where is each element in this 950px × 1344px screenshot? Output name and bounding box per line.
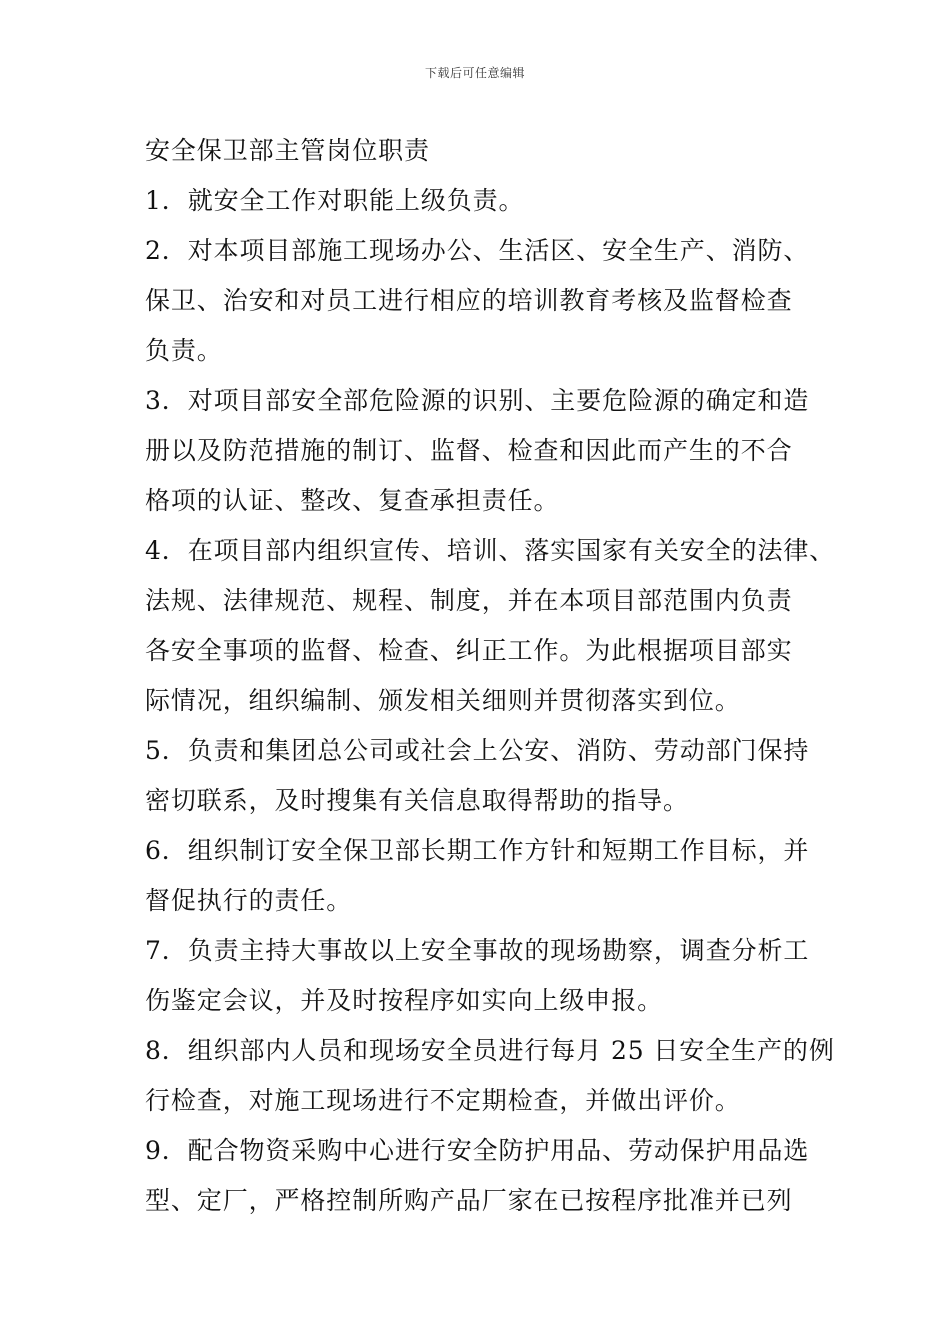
text-line: 9．配合物资采购中心进行安全防护用品、劳动保护用品选: [145, 1136, 810, 1165]
text-line: 4．在项目部内组织宣传、培训、落实国家有关安全的法律、: [145, 536, 836, 565]
text-line: 负责。: [145, 336, 223, 365]
text-line: 密切联系，及时搜集有关信息取得帮助的指导。: [145, 786, 689, 815]
text-line: 法规、法律规范、规程、制度，并在本项目部范围内负责: [145, 586, 793, 615]
document-title: 安全保卫部主管岗位职责: [145, 136, 430, 165]
text-line: 册以及防范措施的制订、监督、检查和因此而产生的不合: [145, 436, 793, 465]
text-line: 格项的认证、整改、复查承担责任。: [145, 486, 560, 515]
text-line: 型、定厂，严格控制所购产品厂家在已按程序批准并已列: [145, 1186, 793, 1215]
text-line: 伤鉴定会议，并及时按程序如实向上级申报。: [145, 986, 664, 1015]
text-line: 督促执行的责任。: [145, 886, 353, 915]
text-line: 行检查，对施工现场进行不定期检查，并做出评价。: [145, 1086, 741, 1115]
document-body: [145, 126, 836, 1226]
text-line: 7．负责主持大事故以上安全事故的现场勘察，调查分析工: [145, 936, 810, 965]
text-line: 际情况，组织编制、颁发相关细则并贯彻落实到位。: [145, 686, 741, 715]
text-line: 5．负责和集团总公司或社会上公安、消防、劳动部门保持: [145, 736, 810, 765]
text-line: 3．对项目部安全部危险源的识别、主要危险源的确定和造: [145, 386, 810, 415]
text-line: 保卫、治安和对员工进行相应的培训教育考核及监督检查: [145, 286, 793, 315]
text-line: 8．组织部内人员和现场安全员进行每月 25 日安全生产的例: [145, 1036, 835, 1065]
text-line: 2．对本项目部施工现场办公、生活区、安全生产、消防、: [145, 236, 810, 265]
text-line: 各安全事项的监督、检查、纠正工作。为此根据项目部实: [145, 636, 793, 665]
text-line: 1．就安全工作对职能上级负责。: [145, 186, 525, 215]
text-line: 6．组织制订安全保卫部长期工作方针和短期工作目标，并: [145, 836, 810, 865]
header-note: 下载后可任意编辑: [424, 66, 525, 80]
